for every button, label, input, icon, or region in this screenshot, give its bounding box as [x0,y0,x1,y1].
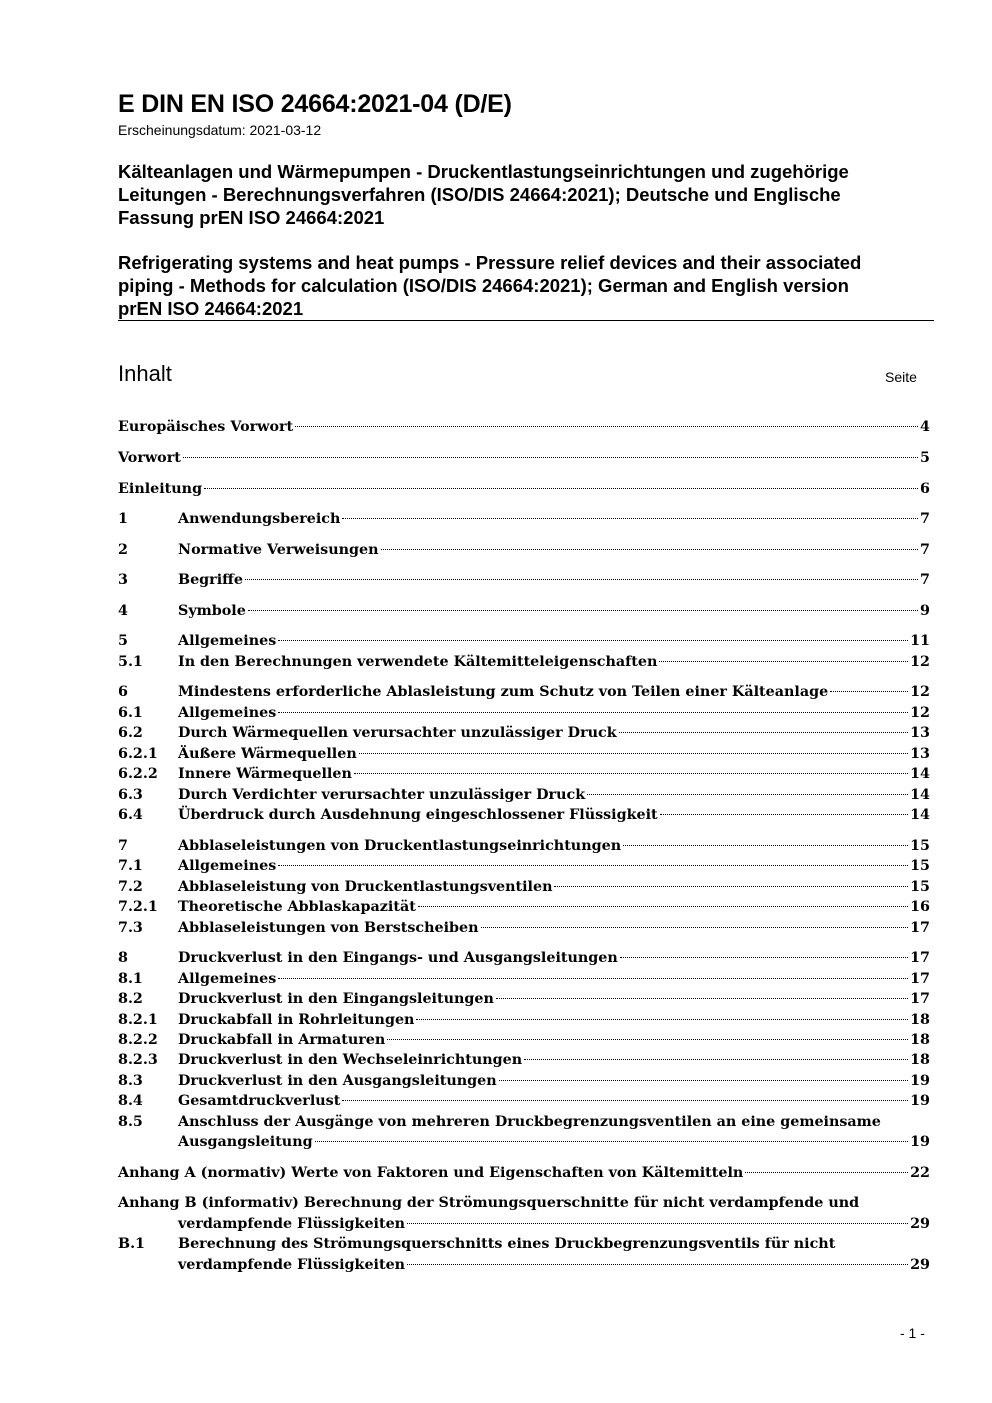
toc-entry[interactable] [118,570,930,590]
toc-entry[interactable] [118,1050,930,1070]
toc-entry[interactable] [118,989,930,1009]
toc-entry-page: 16 [910,899,930,915]
toc-entry-page: 12 [910,684,930,700]
toc-entry-title: Normative Verweisungen [178,542,379,558]
toc-entry-title: Mindestens erforderliche Ablasleistung zum Schutz von Teilen einer Kälteanlage [178,684,829,700]
toc-entry-page: 11 [910,633,930,649]
toc-leader [554,886,908,887]
toc-entry-number: 8.1 [118,971,143,987]
toc-leader [315,1141,909,1142]
toc-entry-page: 29 [910,1216,930,1232]
toc-entry-title: Allgemeines [178,971,277,987]
toc-leader [278,865,908,866]
toc-entry-number: 5 [118,633,128,649]
toc-leader [381,549,919,550]
toc-leader [524,1059,908,1060]
toc-entry[interactable] [118,479,930,499]
toc-leader [342,1100,908,1101]
toc-entry[interactable] [118,948,930,968]
toc-entry-page: 7 [920,542,930,558]
toc-entry-title: Druckverlust in den Wechseleinrichtungen [178,1052,523,1068]
toc-entry[interactable] [118,682,930,702]
toc-entry[interactable] [118,1163,930,1183]
toc-entry-continuation[interactable] [118,1214,930,1234]
toc-entry-page: 4 [920,419,930,435]
toc-leader [620,957,908,958]
toc-entry-page: 18 [910,1052,930,1068]
toc-entry-page: 12 [910,654,930,670]
toc-entry-title: Ausgangsleitung [178,1134,313,1150]
toc-entry-title: In den Berechnungen verwendete Kältemitteleigenschaften [178,654,658,670]
toc-entry-title: Einleitung [118,481,203,497]
toc-entry-title-line1: Anhang B (informativ) Berechnung der Strömungsquerschnitte für nicht verdampfende und [118,1195,860,1211]
toc-leader [278,712,908,713]
toc-entry-page: 19 [910,1093,930,1109]
toc-leader [499,1080,908,1081]
toc-entry-page: 18 [910,1032,930,1048]
toc-entry-page: 14 [910,766,930,782]
toc-entry-page: 7 [920,511,930,527]
toc-entry-number: 6.2 [118,725,143,741]
toc-entry-page: 14 [910,787,930,803]
toc-leader [587,794,908,795]
toc-entry-title: Druckabfall in Rohrleitungen [178,1012,415,1028]
toc-entry[interactable] [118,1112,930,1132]
toc-entry-title: Abblaseleistung von Druckentlastungsventilen [178,879,553,895]
toc-entry-title: Theoretische Abblaskapazität [178,899,416,915]
toc-leader [481,927,909,928]
toc-entry[interactable] [118,652,930,672]
toc-entry[interactable] [118,785,930,805]
toc-entry-page: 17 [910,950,930,966]
toc-entry[interactable] [118,1030,930,1050]
toc-entry[interactable] [118,1234,930,1254]
toc-leader [278,640,908,641]
toc-entry-page: 14 [910,807,930,823]
toc-entry-title: Innere Wärmequellen [178,766,352,782]
toc-entry-number: 8 [118,950,128,966]
toc-leader [387,1039,908,1040]
toc-entry[interactable] [118,601,930,621]
toc-entry-number: 6.2.2 [118,766,158,782]
toc-entry-page: 18 [910,1012,930,1028]
toc-entry-page: 15 [910,838,930,854]
toc-leader [659,661,908,662]
toc-entry-title: Vorwort [118,450,181,466]
toc-leader [407,1264,908,1265]
toc-entry[interactable] [118,509,930,529]
toc-entry-number: 4 [118,603,128,619]
toc-heading: Inhalt [118,361,172,386]
toc-entry-number: 1 [118,511,128,527]
toc-entry-number: 2 [118,542,128,558]
title-german-line: Fassung prEN ISO 24664:2021 [118,207,385,228]
toc-entry-title: Gesamtdruckverlust [178,1093,341,1109]
toc-leader [619,732,908,733]
toc-entry-title: Allgemeines [178,633,277,649]
toc-leader [407,1223,908,1224]
toc-entry-number: 8.2.1 [118,1012,158,1028]
toc-leader [183,457,918,458]
toc-entry-number: 8.3 [118,1073,143,1089]
title-german-line: Kälteanlagen und Wärmepumpen - Druckentlastungseinrichtungen und zugehörige [118,161,849,182]
toc-entry-title: Symbole [178,603,246,619]
title-english-line: Refrigerating systems and heat pumps - Pressure relief devices and their associated [118,252,862,273]
toc-entry-title: Allgemeines [178,858,277,874]
toc-entry[interactable] [118,969,930,989]
toc-entry-page: 5 [920,450,930,466]
toc-leader [204,488,918,489]
toc-entry-title: Druckabfall in Armaturen [178,1032,386,1048]
toc-entry-number: 7.3 [118,920,143,936]
toc-entry-number: 8.2.2 [118,1032,158,1048]
toc-entry-page: 9 [920,603,930,619]
toc-entry-title: Abblaseleistungen von Druckentlastungseinrichtungen [178,838,622,854]
toc-page-label: Seite [885,369,917,385]
toc-entry-title: Anhang A (normativ) Werte von Faktoren und Eigenschaften von Kältemitteln [118,1165,744,1181]
toc-entry-title: Anwendungsbereich [178,511,341,527]
toc-entry[interactable] [118,540,930,560]
toc-entry-title: Druckverlust in den Ausgangsleitungen [178,1073,497,1089]
toc-leader [496,998,908,999]
toc-entry-page: 17 [910,920,930,936]
title-divider [118,320,934,321]
toc-entry-number: 8.4 [118,1093,143,1109]
toc-entry[interactable] [118,918,930,938]
toc-entry[interactable] [118,805,930,825]
toc-entry-continuation[interactable] [118,1255,930,1275]
toc-entry-title: Überdruck durch Ausdehnung eingeschlossener Flüssigkeit [178,807,658,823]
toc-entry-page: 15 [910,858,930,874]
toc-entry-page: 15 [910,879,930,895]
toc-entry-title: Durch Verdichter verursachter unzulässiger Druck [178,787,586,803]
toc-entry[interactable] [118,1091,930,1111]
toc-entry[interactable] [118,836,930,856]
toc-entry-page: 29 [910,1257,930,1273]
toc-entry-number: B.1 [118,1236,146,1252]
document-code: E DIN EN ISO 24664:2021-04 (D/E) [118,90,512,118]
toc-entry[interactable] [118,1193,930,1213]
toc-entry-page: 13 [910,746,930,762]
toc-leader [342,518,918,519]
toc-leader [359,753,908,754]
title-english-line: piping - Methods for calculation (ISO/DIS 24664:2021); German and English version [118,275,849,296]
toc-entry-number: 3 [118,572,128,588]
toc-entry-number: 7.2.1 [118,899,158,915]
title-german [118,160,938,229]
toc-entry[interactable] [118,764,930,784]
toc-entry-page: 6 [920,481,930,497]
toc-entry-number: 7.1 [118,858,143,874]
toc-entry-number: 6.3 [118,787,143,803]
toc-entry-page: 12 [910,705,930,721]
toc-leader [660,814,908,815]
toc-entry-continuation[interactable] [118,1132,930,1152]
toc-entry-number: 6.4 [118,807,143,823]
toc-leader [623,845,908,846]
toc-entry[interactable] [118,877,930,897]
toc-leader [278,978,908,979]
toc-entry-title: Durch Wärmequellen verursachter unzulässiger Druck [178,725,617,741]
toc-entry-number: 7.2 [118,879,143,895]
toc-leader [830,691,908,692]
toc-leader [416,1019,908,1020]
toc-entry-title: Druckverlust in den Eingangs- und Ausgangsleitungen [178,950,618,966]
toc-entry-title: Begriffe [178,572,243,588]
toc-entry-number: 8.5 [118,1114,143,1130]
toc-leader [354,773,908,774]
toc-entry-title: Äußere Wärmequellen [178,746,357,762]
publication-date: Erscheinungsdatum: 2021-03-12 [118,122,322,138]
toc-entry-number: 7 [118,838,128,854]
toc-entry[interactable] [118,744,930,764]
title-english-line: prEN ISO 24664:2021 [118,298,304,319]
toc-entry[interactable] [118,723,930,743]
toc-entry-number: 6.1 [118,705,143,721]
toc-entry-number: 8.2.3 [118,1052,158,1068]
toc-leader [248,610,918,611]
toc-entry-number: 6 [118,684,128,700]
toc-entry-page: 17 [910,971,930,987]
toc-entry-page: 19 [910,1134,930,1150]
title-english [118,251,938,320]
toc-entry-title: verdampfende Flüssigkeiten [178,1257,406,1273]
toc-entry-page: 13 [910,725,930,741]
toc-entry[interactable] [118,448,930,468]
toc-entry[interactable] [118,631,930,651]
toc-entry[interactable] [118,1010,930,1030]
toc-entry-title: Europäisches Vorwort [118,419,294,435]
toc-entry[interactable] [118,703,930,723]
toc-entry-number: 5.1 [118,654,143,670]
toc-entry-title-line1: Berechnung des Strömungsquerschnitts eines Druckbegrenzungsventils für nicht [178,1236,836,1252]
toc-entry-number: 6.2.1 [118,746,158,762]
title-german-line: Leitungen - Berechnungsverfahren (ISO/DIS 24664:2021); Deutsche und Englische [118,184,841,205]
page-number: - 1 - [900,1325,925,1341]
toc-entry-page: 22 [910,1165,930,1181]
toc-leader [745,1172,908,1173]
toc-entry[interactable] [118,856,930,876]
toc-entry-title-line1: Anschluss der Ausgänge von mehreren Druckbegrenzungsventilen an eine gemeinsame [178,1114,881,1130]
toc-leader [418,906,908,907]
toc-entry-title: Allgemeines [178,705,277,721]
toc-entry[interactable] [118,1071,930,1091]
toc-entry-title: Abblaseleistungen von Berstscheiben [178,920,479,936]
toc-entry[interactable] [118,897,930,917]
toc-entry[interactable] [118,417,930,437]
toc-leader [245,579,918,580]
toc-entry-page: 17 [910,991,930,1007]
toc-entry-page: 7 [920,572,930,588]
toc-entry-title: Druckverlust in den Eingangsleitungen [178,991,494,1007]
toc-leader [295,426,918,427]
toc-entry-title: verdampfende Flüssigkeiten [178,1216,406,1232]
toc-entry-number: 8.2 [118,991,143,1007]
toc-entry-page: 19 [910,1073,930,1089]
